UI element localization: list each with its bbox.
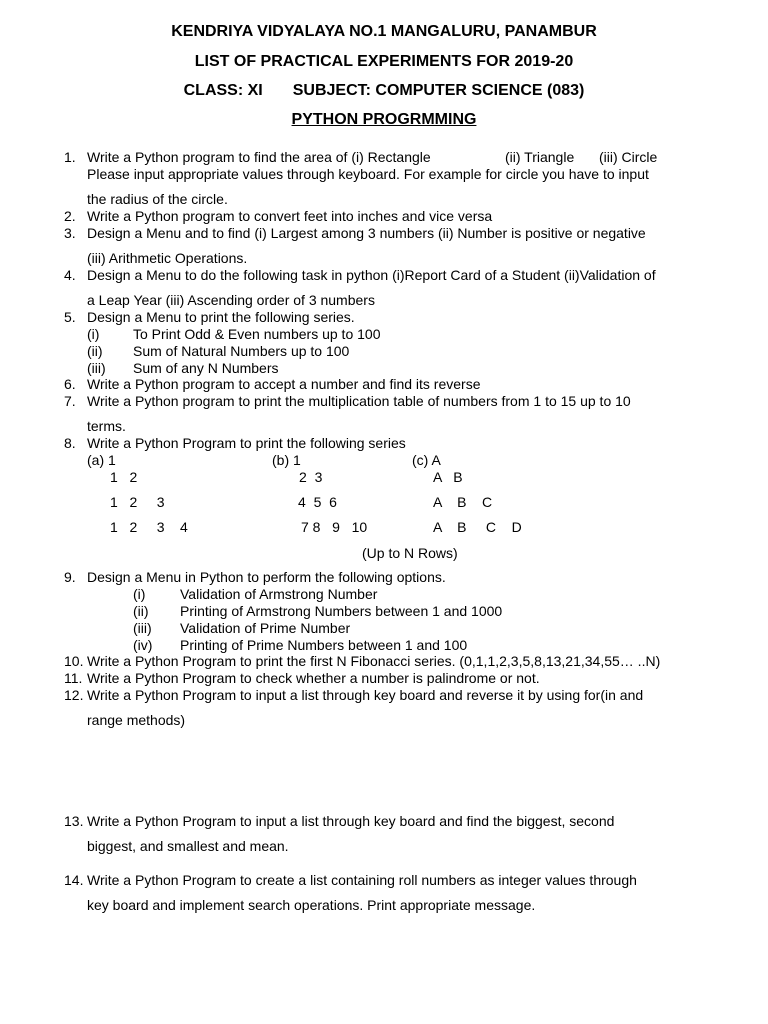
sub-item-text: To Print Odd & Even numbers up to 100 [133, 326, 381, 342]
item-text: biggest, and smallest and mean. [87, 838, 289, 854]
item-text: Write a Python program to print the multiplication table of numbers from 1 to 15 up to 10 [87, 393, 631, 409]
list-title: LIST OF PRACTICAL EXPERIMENTS FOR 2019-20 [194, 53, 574, 70]
sub-item-text: Sum of Natural Numbers up to 100 [133, 343, 350, 359]
class-label: CLASS: XI [183, 82, 263, 99]
item-text: Design a Menu to print the following series. [87, 309, 355, 325]
item-text: key board and implement search operations. Print appropriate message. [87, 897, 536, 913]
item-number: 9. [64, 569, 76, 585]
item-text: Write a Python Program to print the first N Fibonacci series. (0,1,1,2,3,5,8,13,21,34,55… ..N) [87, 653, 661, 669]
item-text: range methods) [87, 712, 186, 728]
item-number: 2. [64, 208, 76, 224]
item-number: 7. [64, 393, 76, 409]
sub-item-roman: (iii) [87, 360, 106, 376]
sub-item-roman: (iv) [133, 637, 153, 653]
subject-label: SUBJECT: COMPUTER SCIENCE (083) [292, 82, 585, 99]
sub-item-text: Sum of any N Numbers [133, 360, 279, 376]
school-name: KENDRIYA VIDYALAYA NO.1 MANGALURU, PANAMBUR [171, 23, 597, 40]
series-b-row: 7 8 9 10 [301, 519, 368, 535]
item-text: Design a Menu and to find (i) Largest among 3 numbers (ii) Number is positive or negative [87, 225, 646, 241]
item-text: Write a Python program to convert feet into inches and vice versa [87, 208, 493, 224]
sub-item-text: Validation of Prime Number [180, 620, 351, 636]
item-text: (ii) Triangle [505, 149, 575, 165]
item-text: Write a Python program to accept a number and find its reverse [87, 376, 481, 392]
item-text: Write a Python program to find the area of (i) Rectangle [87, 149, 431, 165]
series-c-row: A B C D [433, 519, 522, 535]
series-c-row: A B C [433, 494, 493, 510]
series-a-row: 1 2 3 [110, 494, 165, 510]
item-number: 10. [64, 653, 84, 669]
item-text: Write a Python Program to check whether a number is palindrome or not. [87, 670, 540, 686]
series-b-row: 4 5 6 [298, 494, 337, 510]
item-number: 8. [64, 435, 76, 451]
item-text: Write a Python Program to input a list through key board and reverse it by using for(in and [87, 687, 644, 703]
item-number: 12. [64, 687, 84, 703]
item-text: Write a Python Program to print the following series [87, 435, 406, 451]
section-title: PYTHON PROGRMMING [291, 111, 477, 128]
item-text: Write a Python Program to input a list through key board and find the biggest, second [87, 813, 615, 829]
sub-item-roman: (i) [87, 326, 100, 342]
item-text: Design a Menu in Python to perform the following options. [87, 569, 446, 585]
item-number: 5. [64, 309, 76, 325]
item-text: Write a Python Program to create a list containing roll numbers as integer values through [87, 872, 637, 888]
item-text: the radius of the circle. [87, 191, 228, 207]
item-text: (iii) Circle [599, 149, 658, 165]
sub-item-roman: (i) [133, 586, 146, 602]
sub-item-roman: (iii) [133, 620, 152, 636]
sub-item-roman: (ii) [87, 343, 103, 359]
series-b-row: (b) 1 [272, 452, 301, 468]
item-number: 11. [64, 670, 83, 686]
series-note: (Up to N Rows) [362, 545, 458, 561]
series-c-row: (c) A [412, 452, 441, 468]
item-number: 4. [64, 267, 76, 283]
sub-item-text: Validation of Armstrong Number [180, 586, 378, 602]
item-number: 1. [64, 149, 76, 165]
series-b-row: 2 3 [299, 469, 323, 485]
item-text: Design a Menu to do the following task in python (i)Report Card of a Student (ii)Validation of [87, 267, 656, 283]
item-number: 13. [64, 813, 84, 829]
series-a-row: (a) 1 [87, 452, 116, 468]
sub-item-text: Printing of Armstrong Numbers between 1 and 1000 [180, 603, 503, 619]
series-a-row: 1 2 [110, 469, 138, 485]
sub-item-text: Printing of Prime Numbers between 1 and 100 [180, 637, 468, 653]
item-number: 3. [64, 225, 76, 241]
item-text: (iii) Arithmetic Operations. [87, 250, 248, 266]
item-text: a Leap Year (iii) Ascending order of 3 numbers [87, 292, 375, 308]
class-subject-line [0, 81, 768, 101]
item-number: 6. [64, 376, 76, 392]
sub-item-roman: (ii) [133, 603, 149, 619]
series-a-row: 1 2 3 4 [110, 519, 188, 535]
item-number: 14. [64, 872, 84, 888]
series-c-row: A B [433, 469, 463, 485]
item-text: terms. [87, 418, 126, 434]
item-text: Please input appropriate values through keyboard. For example for circle you have to input [87, 166, 649, 182]
